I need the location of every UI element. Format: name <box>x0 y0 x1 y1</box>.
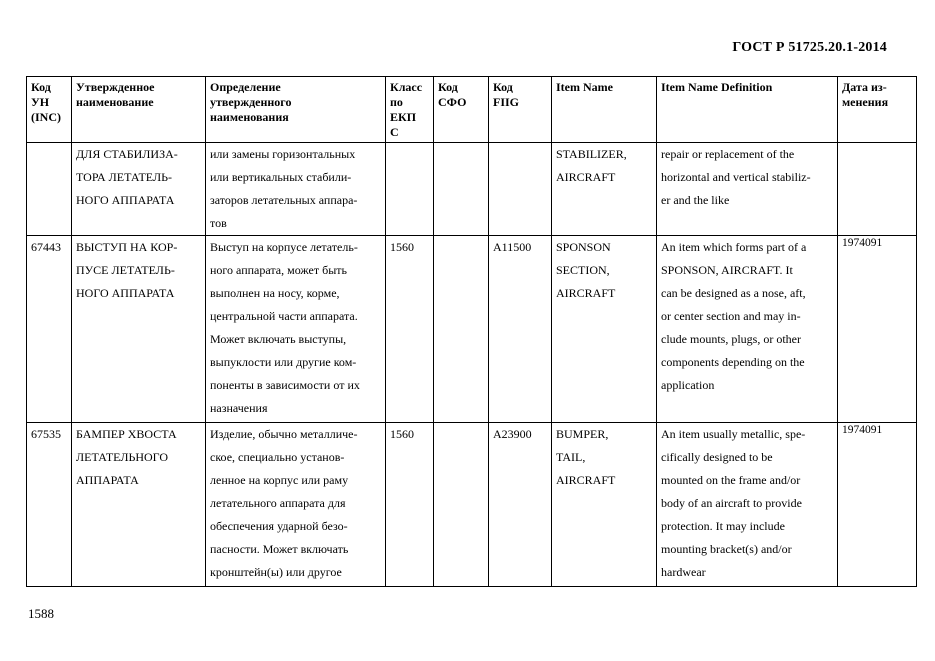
text-line: mounted on the frame and/or <box>661 473 801 487</box>
table-row <box>27 423 917 587</box>
cell-item-name <box>552 236 657 423</box>
cell-definition <box>206 423 386 587</box>
cell-inc: 67443 <box>27 236 72 423</box>
text-line: летательного аппарата для <box>210 496 346 510</box>
col-header-inc <box>27 77 72 143</box>
col-header-item-definition <box>657 77 838 143</box>
header-line: наименования <box>210 110 289 124</box>
header-line: С <box>390 125 399 139</box>
header-line: Определение <box>210 80 281 94</box>
cell-item-definition <box>657 236 838 423</box>
cell-inc: 67535 <box>27 423 72 587</box>
cell-revision-date: 1974091 <box>838 236 917 423</box>
cell-item-definition <box>657 423 838 587</box>
col-header-item-name <box>552 77 657 143</box>
header-line: УН <box>31 95 50 109</box>
text-line: STABILIZER, <box>556 147 627 161</box>
header-line: Класс <box>390 80 423 94</box>
header-line: Item Name Definition <box>661 80 773 94</box>
cell-approved-name <box>72 143 206 236</box>
text-line: заторов летательных аппара- <box>210 193 358 207</box>
catalog-table <box>26 76 917 587</box>
text-line: ВЫСТУП НА КОР- <box>76 240 178 254</box>
document-number: ГОСТ Р 51725.20.1-2014 <box>732 40 887 55</box>
text-line: er and the like <box>661 193 730 207</box>
text-line: пасности. Может включать <box>210 542 349 556</box>
cell-sfo <box>434 423 489 587</box>
cell-definition <box>206 236 386 423</box>
cell-item-definition <box>657 143 838 236</box>
cell-item-name <box>552 423 657 587</box>
text-line: TAIL, <box>556 450 586 464</box>
text-line: назначения <box>210 401 268 415</box>
text-line: тов <box>210 216 227 230</box>
cell-sfo <box>434 143 489 236</box>
cell-fiig <box>489 143 552 236</box>
text-line: components depending on the <box>661 355 805 369</box>
cell-revision-date <box>838 143 917 236</box>
text-line: An item usually metallic, spe- <box>661 427 806 441</box>
text-line: AIRCRAFT <box>556 170 616 184</box>
text-line: AIRCRAFT <box>556 473 616 487</box>
cell-class: 1560 <box>386 236 434 423</box>
col-header-sfo <box>434 77 489 143</box>
text-line: repair or replacement of the <box>661 147 795 161</box>
text-line: кронштейн(ы) или другое <box>210 565 342 579</box>
cell-item-name <box>552 143 657 236</box>
text-line: ного аппарата, может быть <box>210 263 347 277</box>
text-line: Выступ на корпусе летатель- <box>210 240 358 254</box>
col-header-approved-name <box>72 77 206 143</box>
text-line: ЛЕТАТЕЛЬНОГО <box>76 450 168 464</box>
text-line: или вертикальных стабили- <box>210 170 352 184</box>
text-line: ТОРА ЛЕТАТЕЛЬ- <box>76 170 172 184</box>
col-header-definition <box>206 77 386 143</box>
header-line: Код <box>493 80 513 94</box>
text-line: выполнен на носу, корме, <box>210 286 340 300</box>
cell-class: 1560 <box>386 423 434 587</box>
text-line: horizontal and vertical stabiliz- <box>661 170 811 184</box>
text-line: центральной части аппарата. <box>210 309 358 323</box>
text-line: ДЛЯ СТАБИЛИЗА- <box>76 147 178 161</box>
text-line: protection. It may include <box>661 519 785 533</box>
text-line: body of an aircraft to provide <box>661 496 802 510</box>
text-line: АППАРАТА <box>76 473 139 487</box>
text-line: SPONSON <box>556 240 611 254</box>
text-line: BUMPER, <box>556 427 609 441</box>
page-number: 1588 <box>28 606 54 621</box>
text-line: AIRCRAFT <box>556 286 616 300</box>
text-line: cifically designed to be <box>661 450 773 464</box>
cell-class <box>386 143 434 236</box>
header-line: утвержденного <box>210 95 292 109</box>
cell-approved-name <box>72 236 206 423</box>
table-row <box>27 143 917 236</box>
text-line: clude mounts, plugs, or other <box>661 332 801 346</box>
text-line: or center section and may in- <box>661 309 801 323</box>
text-line: НОГО АППАРАТА <box>76 193 175 207</box>
text-line: Может включать выступы, <box>210 332 347 346</box>
cell-revision-date: 1974091 <box>838 423 917 587</box>
cell-approved-name <box>72 423 206 587</box>
cell-definition <box>206 143 386 236</box>
table-header-row <box>27 77 917 143</box>
text-line: ское, специально установ- <box>210 450 345 464</box>
header-line: менения <box>842 95 889 109</box>
col-header-revision-date <box>838 77 917 143</box>
text-line: mounting bracket(s) and/or <box>661 542 792 556</box>
text-line: поненты в зависимости от их <box>210 378 360 392</box>
text-line: или замены горизонтальных <box>210 147 356 161</box>
text-line: НОГО АППАРАТА <box>76 286 175 300</box>
header-line: Дата из- <box>842 80 887 94</box>
header-line: FIIG <box>493 95 520 109</box>
header-line: Утвержденное <box>76 80 155 94</box>
header-line: СФО <box>438 95 467 109</box>
col-header-fiig <box>489 77 552 143</box>
table-row <box>27 236 917 423</box>
text-line: выпуклости или другие ком- <box>210 355 357 369</box>
header-line: наименование <box>76 95 154 109</box>
text-line: SECTION, <box>556 263 610 277</box>
text-line: An item which forms part of a <box>661 240 807 254</box>
text-line: can be designed as a nose, aft, <box>661 286 806 300</box>
text-line: SPONSON, AIRCRAFT. It <box>661 263 793 277</box>
text-line: обеспечения ударной безо- <box>210 519 348 533</box>
cell-fiig: A23900 <box>489 423 552 587</box>
col-header-class <box>386 77 434 143</box>
header-line: по <box>390 95 403 109</box>
cell-inc <box>27 143 72 236</box>
header-line: Код <box>31 80 51 94</box>
header-line: ЕКП <box>390 110 417 124</box>
cell-sfo <box>434 236 489 423</box>
text-line: БАМПЕР ХВОСТА <box>76 427 177 441</box>
text-line: hardwear <box>661 565 706 579</box>
text-line: ленное на корпус или раму <box>210 473 349 487</box>
header-line: Код <box>438 80 458 94</box>
text-line: ПУСЕ ЛЕТАТЕЛЬ- <box>76 263 175 277</box>
cell-fiig: A11500 <box>489 236 552 423</box>
text-line: Изделие, обычно металличе- <box>210 427 358 441</box>
text-line: application <box>661 378 715 392</box>
header-line: Item Name <box>556 80 613 94</box>
header-line: (INC) <box>31 110 61 124</box>
